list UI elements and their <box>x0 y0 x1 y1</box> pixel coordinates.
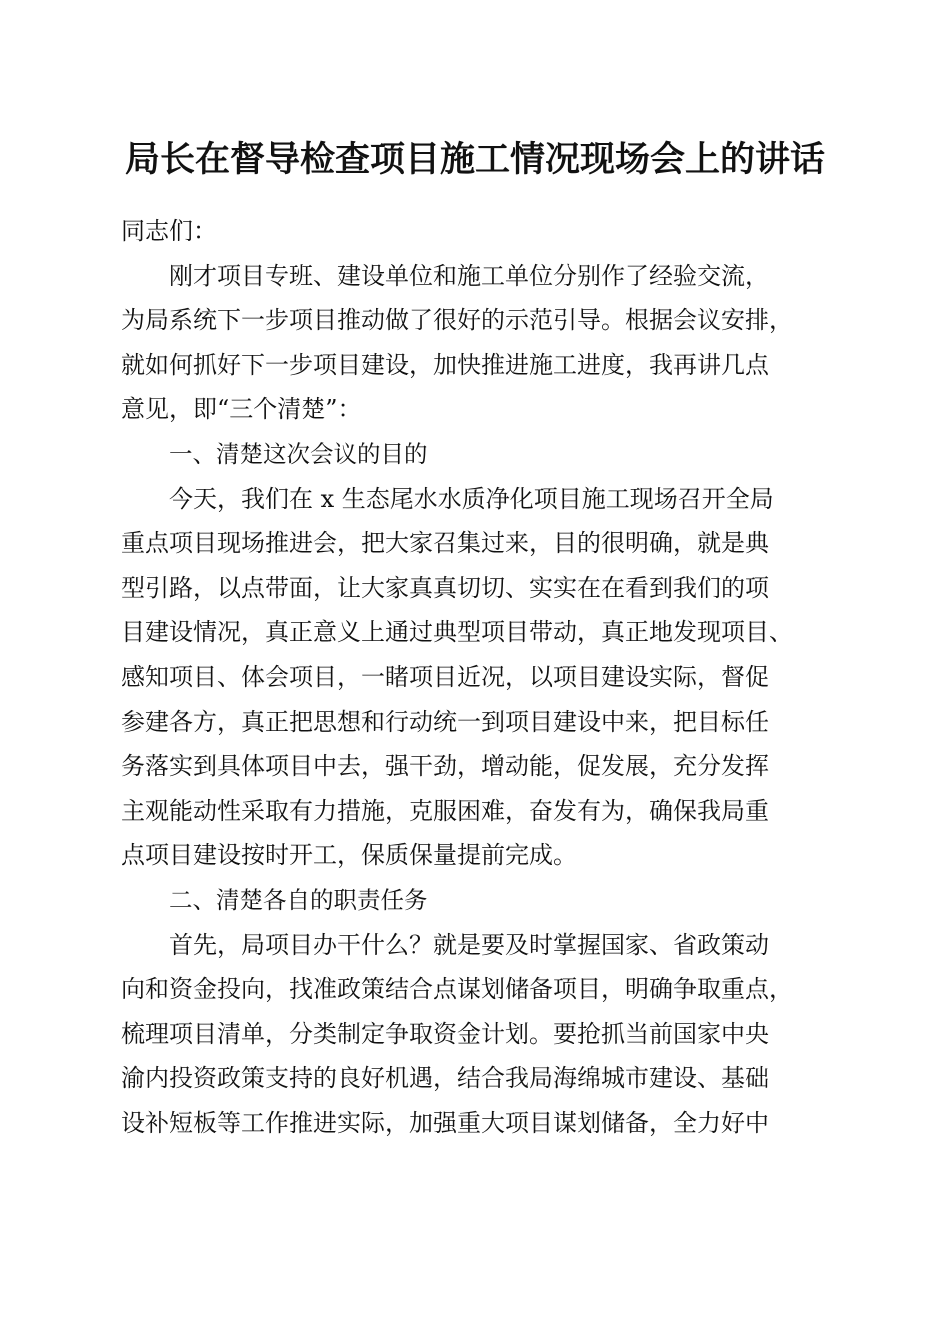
document-body <box>121 209 841 1145</box>
paragraph-line: 就如何抓好下一步项目建设，加快推进施工进度，我再讲几点 <box>121 350 769 379</box>
section-heading: 二、清楚各自的职责任务 <box>169 885 428 914</box>
paragraph-line: 重点项目现场推进会，把大家召集过来，目的很明确，就是典 <box>121 529 769 558</box>
paragraph-line: 为局系统下一步项目推动做了很好的示范引导。根据会议安排， <box>121 306 793 335</box>
document-title: 局长在督导检查项目施工情况现场会上的讲话 <box>124 139 825 180</box>
section-heading: 一、清楚这次会议的目的 <box>169 439 428 468</box>
paragraph-line: 渝内投资政策支持的良好机遇，结合我局海绵城市建设、基础 <box>121 1064 769 1093</box>
paragraph-line: 感知项目、体会项目，一睹项目近况，以项目建设实际，督促 <box>121 662 769 691</box>
paragraph-line: 刚才项目专班、建设单位和施工单位分别作了经验交流， <box>169 261 769 290</box>
paragraph-line: 意见，即“三个清楚”： <box>121 395 362 424</box>
paragraph-line: 参建各方，真正把思想和行动统一到项目建设中来，把目标任 <box>121 707 769 736</box>
paragraph-line: 型引路，以点带面，让大家真真切切、实实在在看到我们的项 <box>121 573 769 602</box>
paragraph-line: 向和资金投向，找准政策结合点谋划储备项目，明确争取重点， <box>121 975 793 1004</box>
paragraph-line: 点项目建设按时开工，保质保量提前完成。 <box>121 841 577 870</box>
paragraph-line: 今天，我们在 x 生态尾水水质净化项目施工现场召开全局 <box>169 484 774 513</box>
paragraph-line: 主观能动性采取有力措施，克服困难，奋发有为，确保我局重 <box>121 796 769 825</box>
paragraph-line: 梳理项目清单，分类制定争取资金计划。要抢抓当前国家中央 <box>121 1019 769 1048</box>
paragraph-line: 目建设情况，真正意义上通过典型项目带动，真正地发现项目、 <box>121 618 793 647</box>
paragraph-line: 首先，局项目办干什么？就是要及时掌握国家、省政策动 <box>169 930 769 959</box>
paragraph-line: 设补短板等工作推进实际，加强重大项目谋划储备，全力好中 <box>121 1108 769 1137</box>
paragraph-line: 务落实到具体项目中去，强干劲，增动能，促发展，充分发挥 <box>121 752 769 781</box>
salutation: 同志们： <box>121 217 217 245</box>
